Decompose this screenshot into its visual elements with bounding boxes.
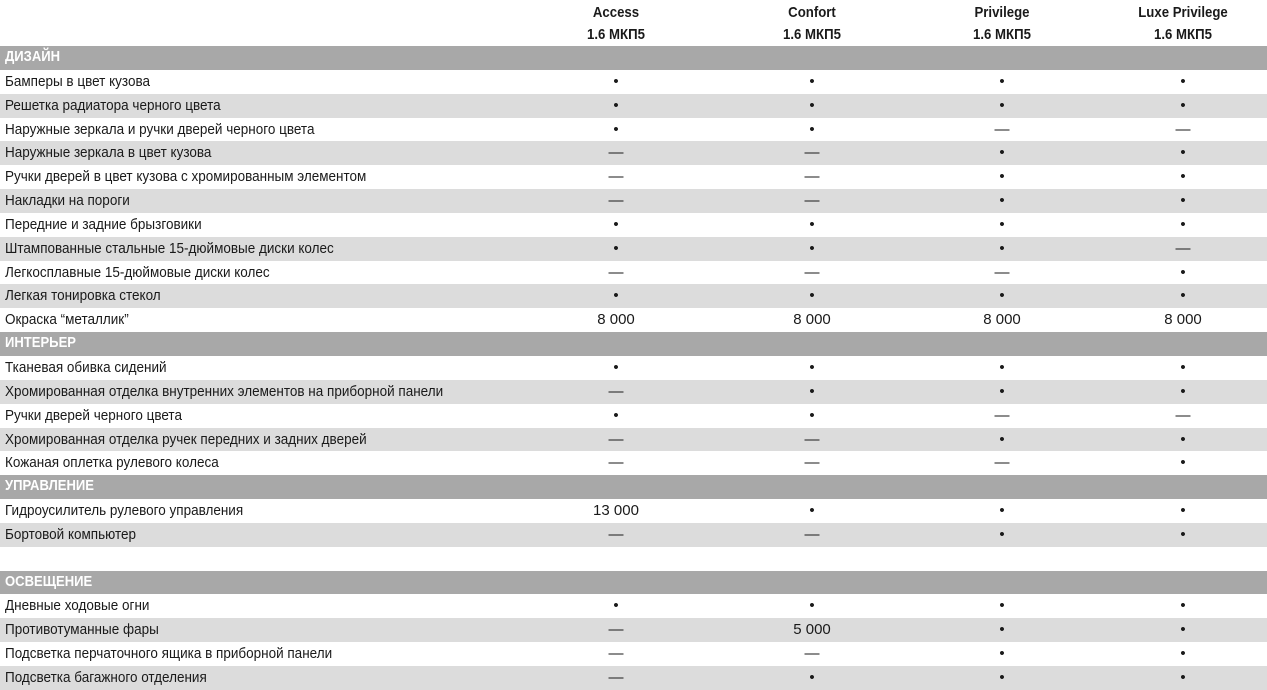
table-row	[0, 118, 1267, 142]
column-title: Confort	[788, 4, 836, 21]
value-cell: 8 000	[597, 311, 635, 329]
feature-label: Подсветка багажного отделения	[5, 668, 207, 686]
table-row	[0, 213, 1267, 237]
value-cell: •	[1180, 96, 1186, 114]
value-cell: •	[999, 72, 1005, 90]
value-cell: •	[999, 668, 1005, 686]
value-cell: —	[804, 168, 820, 186]
value-cell: —	[608, 382, 624, 400]
column-header-access	[519, 2, 713, 46]
section-title: ДИЗАЙН	[5, 49, 61, 65]
value-cell: •	[999, 645, 1005, 663]
table-row	[0, 642, 1267, 666]
feature-label: Хромированная отделка внутренних элементов на приборной панели	[5, 382, 444, 400]
value-cell: •	[1180, 144, 1186, 162]
table-row	[0, 356, 1267, 380]
value-cell: —	[804, 454, 820, 472]
value-cell: •	[1180, 215, 1186, 233]
value-cell: •	[1180, 287, 1186, 305]
value-cell: •	[1180, 382, 1186, 400]
value-cell: —	[608, 144, 624, 162]
feature-label: Решетка радиатора черного цвета	[5, 96, 221, 114]
table-header	[0, 0, 1267, 46]
value-cell: —	[1175, 239, 1191, 257]
table-row	[0, 94, 1267, 118]
spacer-row	[0, 547, 1267, 571]
table-row	[0, 428, 1267, 452]
value-cell: —	[1175, 406, 1191, 424]
feature-label: Наружные зеркала в цвет кузова	[5, 144, 212, 162]
section-header	[0, 475, 1267, 499]
value-cell: •	[1180, 430, 1186, 448]
feature-label: Легкая тонировка стекол	[5, 287, 161, 305]
spec-table	[0, 46, 1267, 690]
table-row	[0, 594, 1267, 618]
value-cell: •	[1180, 263, 1186, 281]
value-cell: —	[994, 406, 1010, 424]
value-cell: •	[809, 382, 815, 400]
feature-label: Передние и задние брызговики	[5, 215, 202, 233]
column-subtitle: 1.6 МКП5	[1154, 26, 1212, 43]
feature-label: Штампованные стальные 15-дюймовые диски колес	[5, 239, 334, 257]
value-cell: •	[613, 597, 619, 615]
value-cell: —	[804, 525, 820, 543]
column-title: Luxe Privilege	[1138, 4, 1228, 21]
value-cell: —	[608, 645, 624, 663]
value-cell: —	[608, 263, 624, 281]
feature-label: Бамперы в цвет кузова	[5, 72, 150, 90]
value-cell: •	[613, 287, 619, 305]
value-cell: •	[809, 120, 815, 138]
value-cell: •	[613, 120, 619, 138]
value-cell: —	[608, 525, 624, 543]
value-cell: —	[608, 168, 624, 186]
feature-label: Противотуманные фары	[5, 621, 159, 639]
table-row	[0, 189, 1267, 213]
value-cell: •	[1180, 621, 1186, 639]
value-cell: •	[1180, 525, 1186, 543]
value-cell: •	[1180, 72, 1186, 90]
value-cell: —	[608, 668, 624, 686]
value-cell: 8 000	[1164, 311, 1202, 329]
feature-label: Тканевая обивка сидений	[5, 358, 167, 376]
column-header-luxe-privilege	[1086, 2, 1267, 46]
table-row	[0, 666, 1267, 690]
value-cell: 13 000	[593, 502, 639, 520]
column-subtitle: 1.6 МКП5	[783, 26, 841, 43]
value-cell: •	[999, 358, 1005, 376]
value-cell: —	[804, 645, 820, 663]
value-cell: •	[999, 382, 1005, 400]
value-cell: •	[613, 215, 619, 233]
value-cell: •	[809, 406, 815, 424]
table-row	[0, 141, 1267, 165]
table-row	[0, 451, 1267, 475]
table-row	[0, 165, 1267, 189]
value-cell: •	[999, 96, 1005, 114]
value-cell: •	[999, 144, 1005, 162]
value-cell: —	[994, 120, 1010, 138]
value-cell: •	[1180, 454, 1186, 472]
section-header	[0, 571, 1267, 595]
value-cell: 8 000	[793, 311, 831, 329]
value-cell: —	[804, 192, 820, 210]
value-cell: •	[1180, 502, 1186, 520]
value-cell: •	[999, 168, 1005, 186]
value-cell: •	[613, 358, 619, 376]
value-cell: —	[608, 192, 624, 210]
table-row	[0, 308, 1267, 332]
value-cell: •	[1180, 645, 1186, 663]
table-row	[0, 261, 1267, 285]
column-subtitle: 1.6 МКП5	[973, 26, 1031, 43]
section-header	[0, 332, 1267, 356]
value-cell: •	[1180, 168, 1186, 186]
column-header-confort	[715, 2, 909, 46]
section-header	[0, 46, 1267, 70]
value-cell: —	[608, 621, 624, 639]
value-cell: •	[999, 502, 1005, 520]
column-subtitle: 1.6 МКП5	[587, 26, 645, 43]
value-cell: •	[999, 287, 1005, 305]
feature-label: Бортовой компьютер	[5, 525, 137, 543]
value-cell: •	[809, 597, 815, 615]
value-cell: •	[809, 358, 815, 376]
feature-label: Дневные ходовые огни	[5, 597, 150, 615]
column-header-privilege	[905, 2, 1099, 46]
value-cell: —	[994, 454, 1010, 472]
section-title: УПРАВЛЕНИЕ	[5, 478, 94, 495]
value-cell: •	[809, 96, 815, 114]
table-row	[0, 523, 1267, 547]
feature-label: Ручки дверей в цвет кузова с хромированным элементом	[5, 168, 367, 186]
feature-label: Хромированная отделка ручек передних и задних дверей	[5, 430, 367, 448]
feature-label: Подсветка перчаточного ящика в приборной панели	[5, 645, 333, 663]
value-cell: —	[1175, 120, 1191, 138]
value-cell: —	[804, 144, 820, 162]
value-cell: —	[804, 430, 820, 448]
value-cell: •	[1180, 192, 1186, 210]
value-cell: —	[994, 263, 1010, 281]
value-cell: •	[809, 239, 815, 257]
table-row	[0, 70, 1267, 94]
table-row	[0, 237, 1267, 261]
value-cell: •	[999, 430, 1005, 448]
value-cell: •	[613, 72, 619, 90]
feature-label: Наружные зеркала и ручки дверей черного цвета	[5, 120, 315, 138]
table-row	[0, 499, 1267, 523]
table-row	[0, 380, 1267, 404]
value-cell: •	[999, 192, 1005, 210]
value-cell: •	[999, 525, 1005, 543]
value-cell: •	[1180, 358, 1186, 376]
value-cell: —	[804, 263, 820, 281]
feature-label: Ручки дверей черного цвета	[5, 406, 182, 424]
feature-label: Легкосплавные 15-дюймовые диски колес	[5, 263, 270, 281]
feature-label: Окраска “металлик”	[5, 311, 129, 329]
feature-label: Гидроусилитель рулевого управления	[5, 502, 244, 520]
value-cell: •	[999, 215, 1005, 233]
value-cell: 8 000	[983, 311, 1021, 329]
column-title: Privilege	[974, 4, 1030, 21]
feature-label: Кожаная оплетка рулевого колеса	[5, 454, 219, 472]
value-cell: •	[999, 239, 1005, 257]
value-cell: •	[809, 287, 815, 305]
feature-label: Накладки на пороги	[5, 192, 130, 210]
table-row	[0, 404, 1267, 428]
value-cell: •	[809, 668, 815, 686]
value-cell: •	[809, 72, 815, 90]
value-cell: •	[809, 215, 815, 233]
value-cell: •	[1180, 597, 1186, 615]
value-cell: •	[613, 406, 619, 424]
section-title: ИНТЕРЬЕР	[5, 335, 76, 352]
table-row	[0, 284, 1267, 308]
value-cell: •	[999, 597, 1005, 615]
value-cell: •	[1180, 668, 1186, 686]
value-cell: •	[809, 502, 815, 520]
value-cell: 5 000	[793, 621, 831, 639]
value-cell: •	[613, 239, 619, 257]
value-cell: •	[999, 621, 1005, 639]
value-cell: —	[608, 454, 624, 472]
table-row	[0, 618, 1267, 642]
column-title: Access	[592, 4, 640, 21]
section-title: ОСВЕЩЕНИЕ	[5, 573, 93, 590]
value-cell: •	[613, 96, 619, 114]
value-cell: —	[608, 430, 624, 448]
